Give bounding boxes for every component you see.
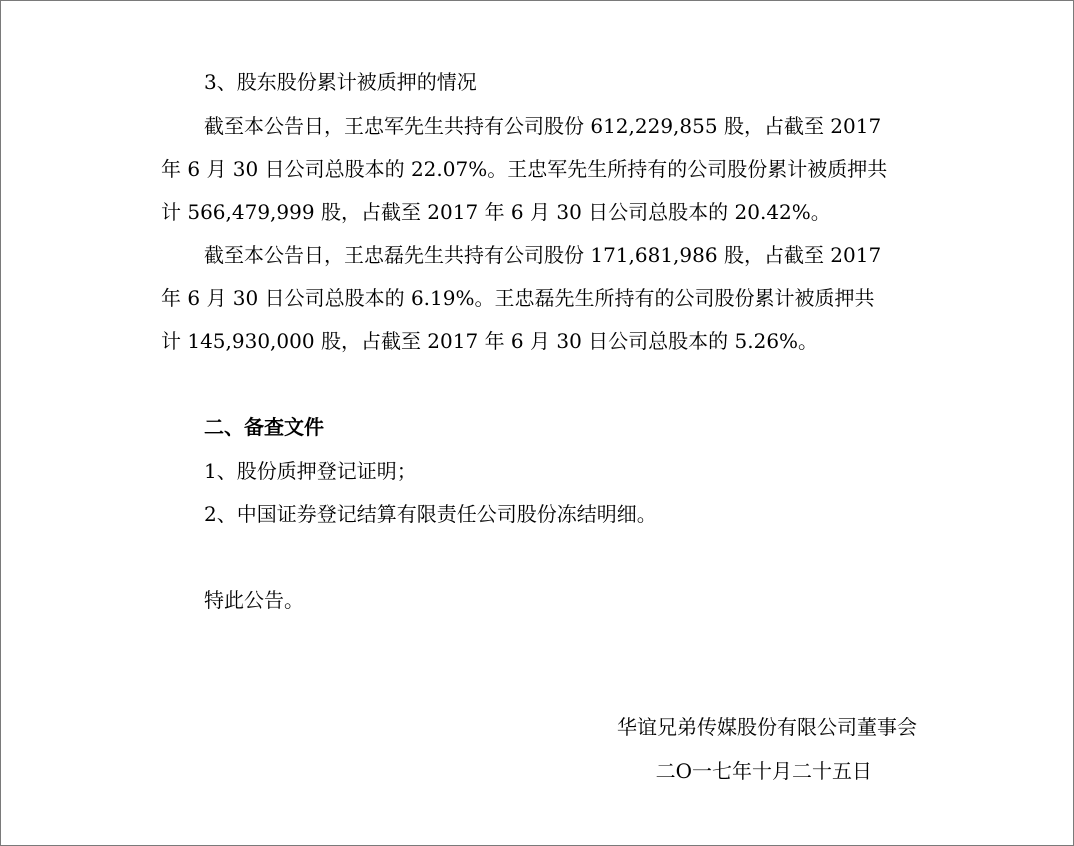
wangzhongjun-paragraph-line-2: 年 6 月 30 日公司总股本的 22.07%。王忠军先生所持有的公司股份累计被质押共 xyxy=(161,157,888,181)
wangzhonglei-paragraph-line-1: 截至本公告日，王忠磊先生共持有公司股份 171,681,986 股，占截至 2017 xyxy=(204,243,882,267)
reference-document-item-1: 1、股份质押登记证明； xyxy=(204,459,417,483)
signature-company: 华谊兄弟传媒股份有限公司董事会 xyxy=(617,715,917,739)
wangzhongjun-paragraph-line-3: 计 566,479,999 股，占截至 2017 年 6 月 30 日公司总股本的 20.42%。 xyxy=(161,200,831,224)
pledge-section-heading: 3、股东股份累计被质押的情况 xyxy=(204,70,477,94)
wangzhonglei-paragraph-line-3: 计 145,930,000 股，占截至 2017 年 6 月 30 日公司总股本的 5.26%。 xyxy=(161,329,819,353)
wangzhongjun-paragraph-line-1: 截至本公告日，王忠军先生共持有公司股份 612,229,855 股，占截至 2017 xyxy=(204,114,882,138)
closing-statement: 特此公告。 xyxy=(204,588,304,612)
reference-document-item-2: 2、中国证券登记结算有限责任公司股份冻结明细。 xyxy=(204,502,657,526)
signature-date: 二O一七年十月二十五日 xyxy=(655,759,872,783)
reference-documents-heading: 二、备查文件 xyxy=(204,415,324,439)
wangzhonglei-paragraph-line-2: 年 6 月 30 日公司总股本的 6.19%。王忠磊先生所持有的公司股份累计被质押共 xyxy=(161,286,875,310)
